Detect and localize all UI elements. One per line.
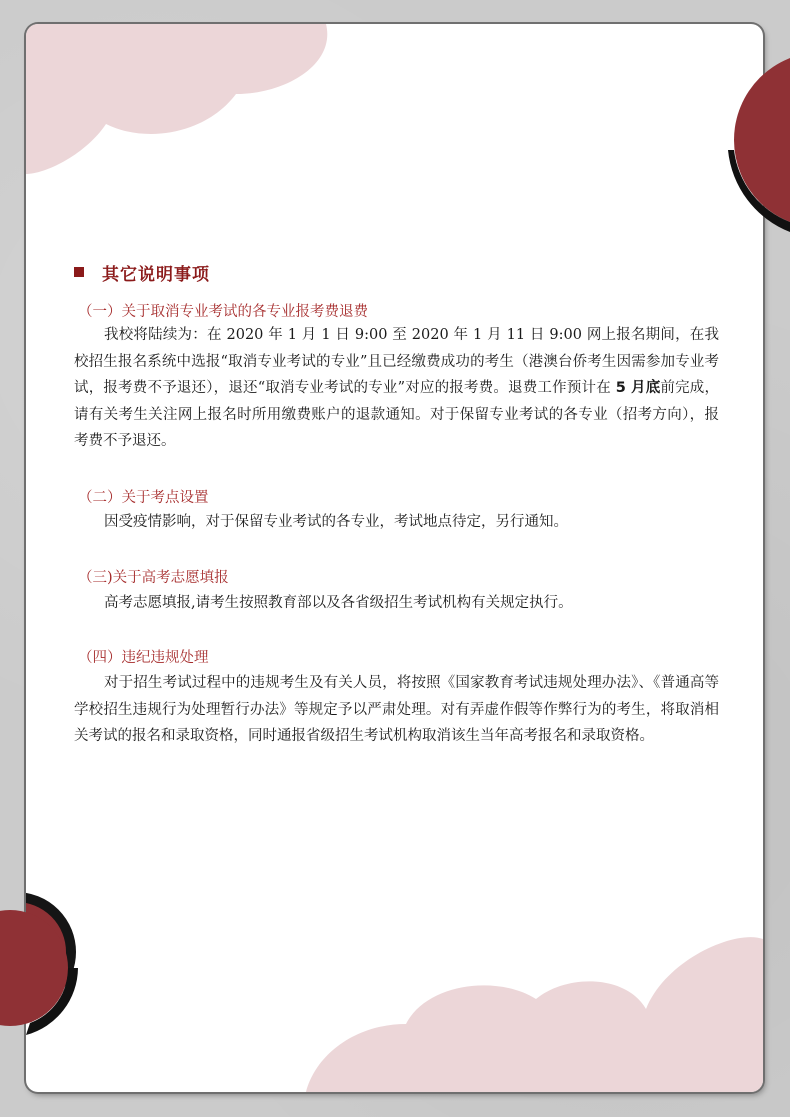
item-1-heading: （一）关于取消专业考试的各专业报考费退费: [78, 304, 368, 320]
item-2-body: 因受疫情影响，对于保留专业考试的各专业，考试地点待定，另行通知。: [104, 514, 568, 530]
section-title: 其它说明事项: [102, 264, 210, 285]
item-1-body: [74, 322, 719, 455]
item-1-body-text: 我校将陆续为：在 2020 年 1 月 1 日 9:00 至 2020 年 1 月 11 日 9:00 网上报名期间，在我校招生报名系统中选报“取消专业考试的专业”且已经缴费成功的考生（港澳台侨考生因需参加专业考试，报考费不予退还），退还“取消专业考试的专业”对应的报考费。退费工作预计在: [74, 327, 719, 396]
square-bullet-icon: [74, 267, 84, 277]
item-3-heading: （三)关于高考志愿填报: [78, 570, 229, 586]
item-1-body-text-end: 前完成，请有关考生关注网上报名时所用缴费账户的退款通知。对于保留专业考试的各专业（招考方向），报考费不予退还。: [74, 380, 719, 449]
item-4-heading: （四）违纪违规处理: [78, 650, 209, 666]
section-heading: [74, 259, 210, 285]
item-4-body: 对于招生考试过程中的违规考生及有关人员，将按照《国家教育考试违规处理办法》、《普通高等学校招生违规行为处理暂行办法》等规定予以严肃处理。对有弄虚作假等作弊行为的考生，将取消相关考试的报名和录取资格，同时通报省级招生考试机构取消该生当年高考报名和录取资格。: [74, 675, 719, 744]
item-2-heading: （二）关于考点设置: [78, 490, 209, 506]
item-1-body-bold: 5 月底: [615, 380, 661, 396]
item-3-body: 高考志愿填报,请考生按照教育部以及各省级招生考试机构有关规定执行。: [104, 595, 573, 611]
